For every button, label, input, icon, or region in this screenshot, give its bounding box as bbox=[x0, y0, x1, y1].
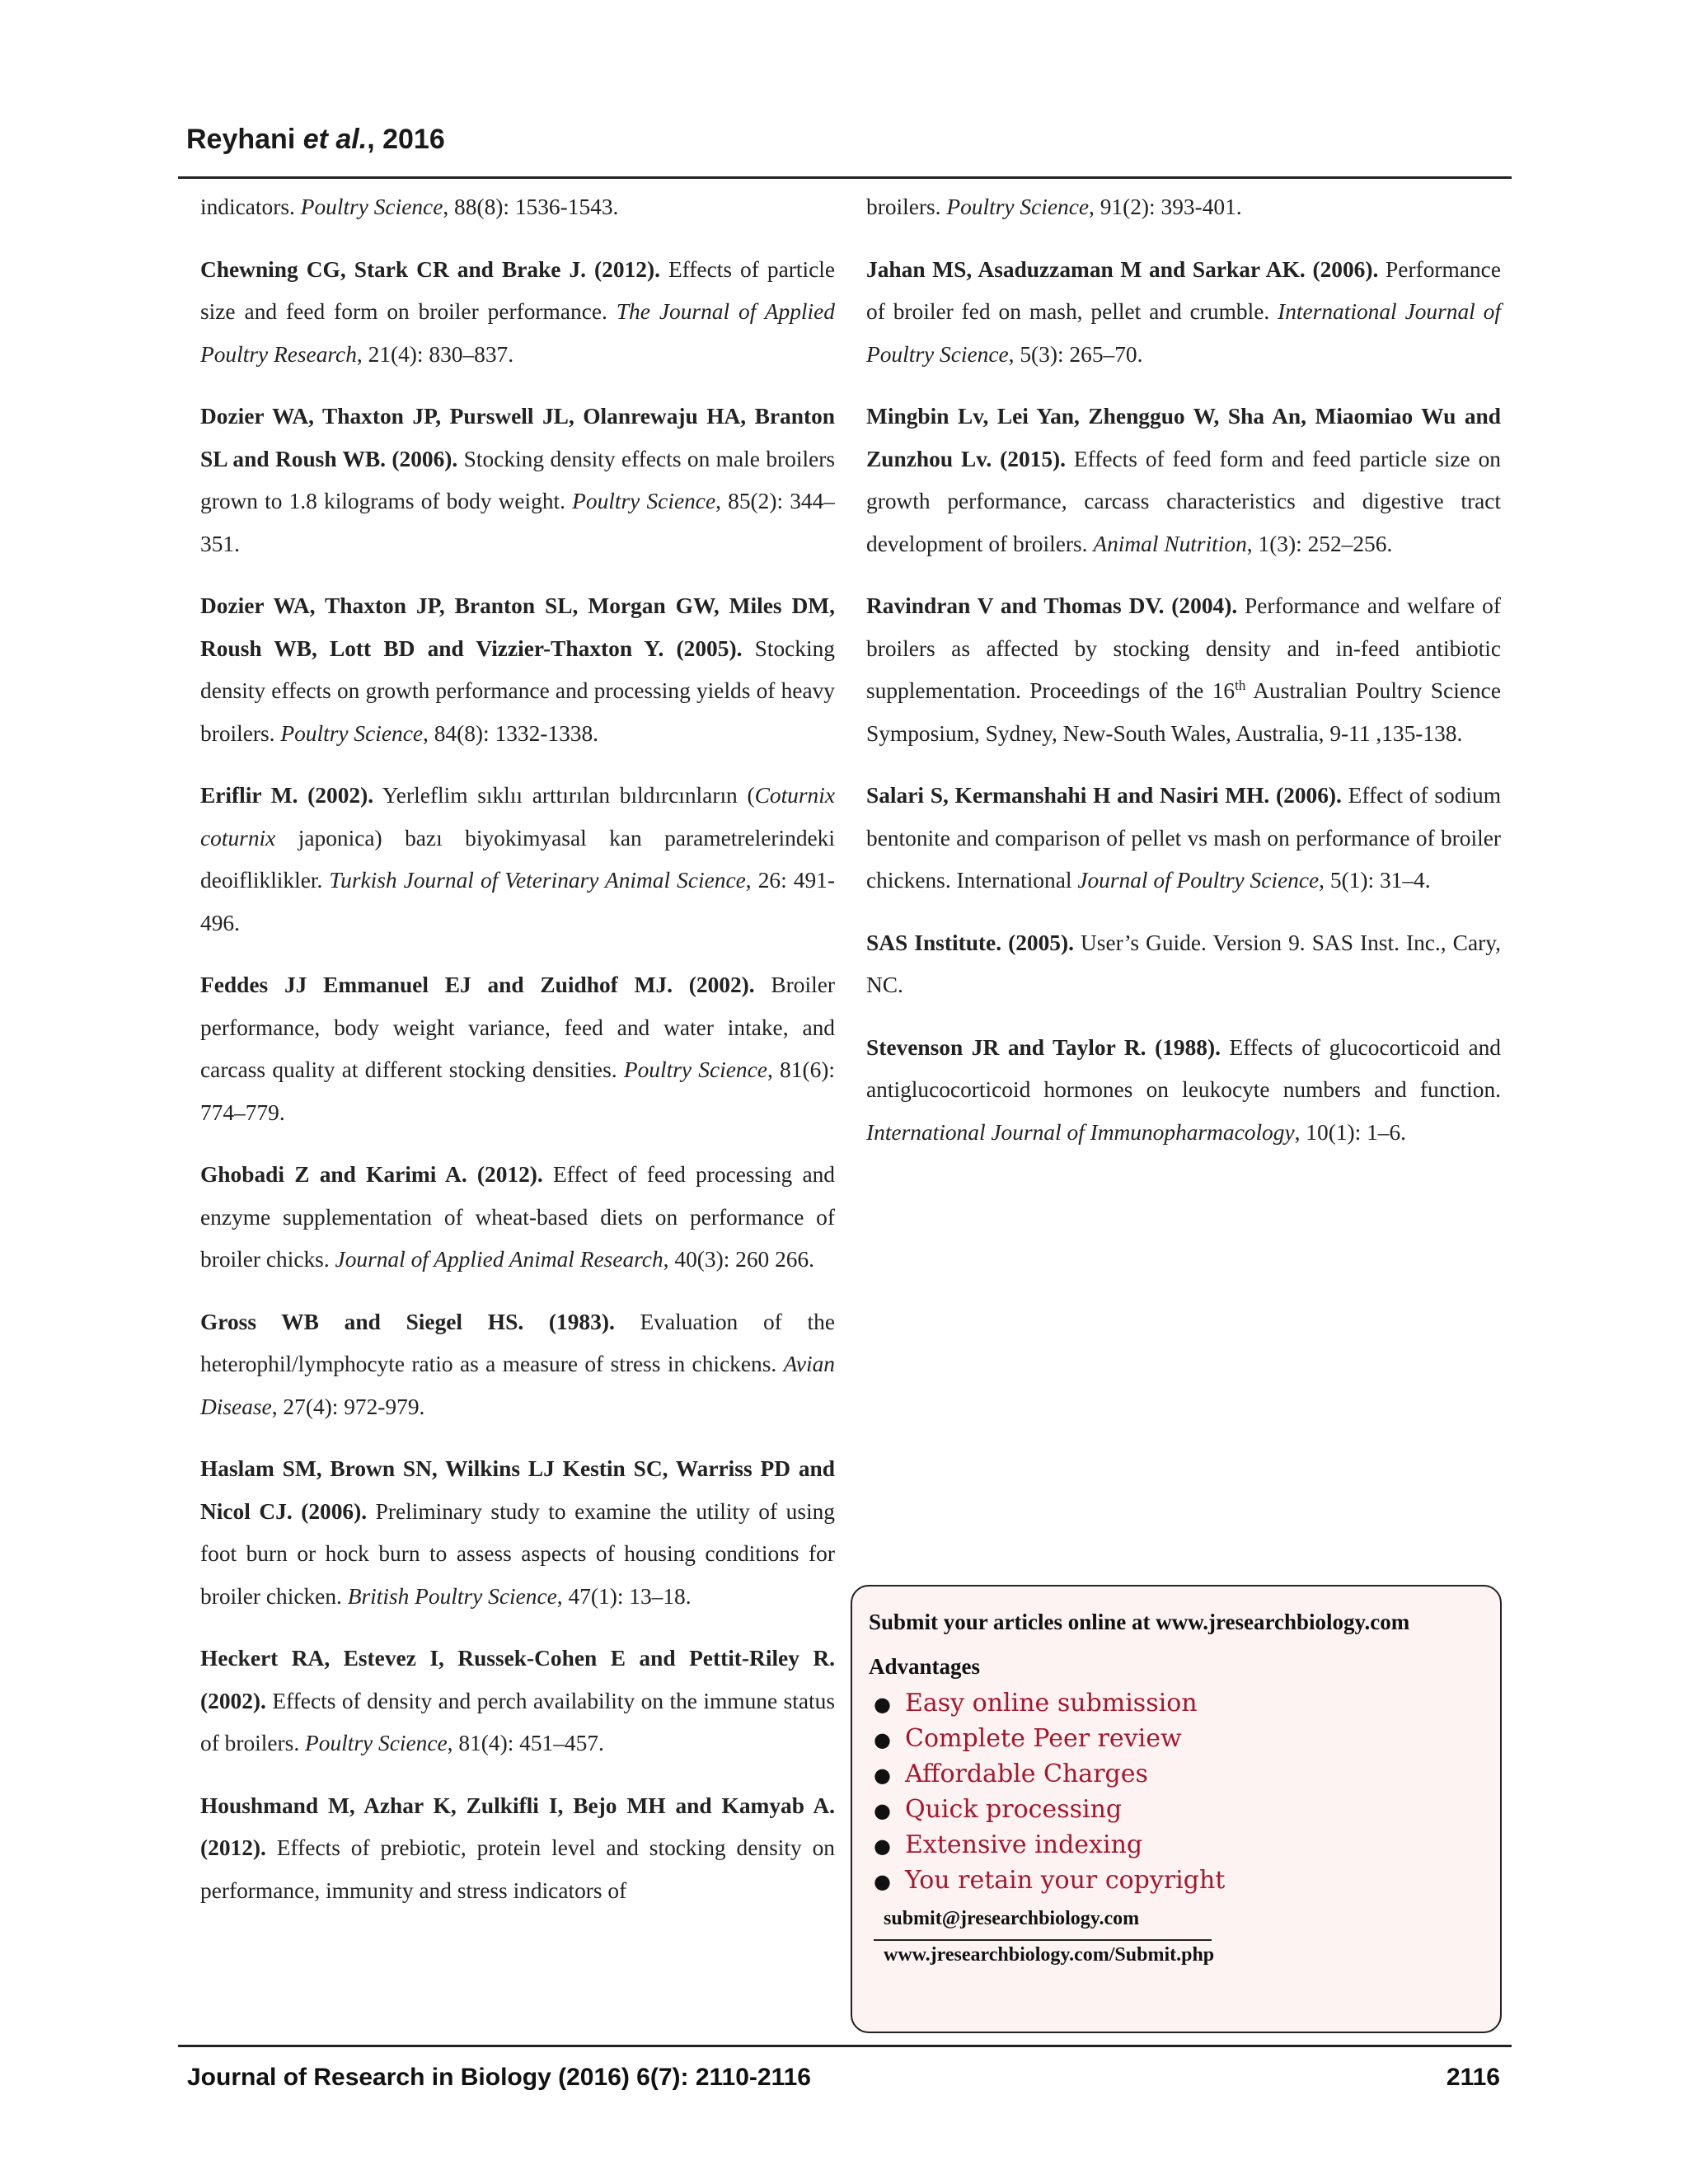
journal-citation: Journal of Research in Biology (2016) 6(7): 2110-2116 bbox=[187, 2064, 811, 2091]
ref-text: Stocking density effects on male broilers grown to 1.8 kilograms of body weight. bbox=[200, 446, 835, 513]
reference-entry bbox=[200, 1301, 835, 1429]
ref-authors: Heckert RA, Estevez I, Russek-Cohen E and Pettit-Riley R. (2002). bbox=[200, 1646, 835, 1713]
ref-authors: Houshmand M, Azhar K, Zulkifli I, Bejo MH and Kamyab A. (2012). bbox=[200, 1793, 835, 1860]
submission-advert-box bbox=[851, 1585, 1502, 2033]
ref-text: Effects of glucocorticoid and antiglucocorticoid hormones on leukocyte numbers and function. bbox=[866, 1034, 1501, 1102]
ref-source: Poultry Science bbox=[300, 194, 443, 219]
reference-entry bbox=[200, 775, 835, 944]
ref-source: The Journal of Applied Poultry Research bbox=[200, 299, 835, 367]
ref-authors: Ravindran V and Thomas DV. (2004). bbox=[866, 593, 1238, 618]
reference-entry bbox=[200, 1785, 835, 1913]
ref-source: Avian Disease bbox=[200, 1352, 835, 1419]
reference-entry bbox=[200, 1448, 835, 1618]
ref-details: , 1(3): 252–256. bbox=[1246, 531, 1393, 556]
ref-text: Broiler performance, body weight variance, feed and water intake, and carcass quality at different stocking densities. bbox=[200, 972, 836, 1082]
ref-details: , 26: 491-496. bbox=[200, 868, 835, 935]
bullet-icon: ● bbox=[874, 1835, 891, 1858]
ref-details: , 91(2): 393-401. bbox=[1089, 194, 1242, 219]
reference-entry bbox=[200, 396, 835, 565]
reference-entry bbox=[866, 396, 1501, 565]
ref-text: Stocking density effects on growth performance and processing yields of heavy broilers. bbox=[200, 635, 835, 746]
ref-authors: Stevenson JR and Taylor R. (1988). bbox=[866, 1034, 1221, 1060]
ref-text: Effect of feed processing and enzyme supplementation of wheat-based diets on performance of broiler chicks. bbox=[200, 1162, 835, 1272]
advantage-label: Affordable Charges bbox=[905, 1760, 1148, 1788]
link-divider bbox=[874, 1939, 1212, 1941]
bullet-icon: ● bbox=[874, 1728, 891, 1751]
ref-source: International Journal of Poultry Science bbox=[866, 299, 1501, 367]
ref-details: , 88(8): 1536-1543. bbox=[443, 194, 619, 219]
advantage-item bbox=[869, 1793, 1225, 1828]
reference-entry bbox=[866, 585, 1501, 755]
advantage-label: Quick processing bbox=[905, 1795, 1123, 1824]
ref-source: Poultry Science bbox=[280, 720, 424, 746]
reference-entry bbox=[200, 1154, 835, 1282]
advantage-label: Easy online submission bbox=[905, 1689, 1198, 1718]
ref-text: User’s Guide. Version 9. SAS Inst. Inc., Cary, NC. bbox=[866, 930, 1501, 997]
ref-details: , 21(4): 830–837. bbox=[356, 341, 514, 367]
ref-species: Coturnix coturnix bbox=[200, 783, 836, 851]
advantages-list bbox=[869, 1686, 1225, 1899]
advantage-item bbox=[869, 1863, 1225, 1899]
ref-authors: SAS Institute. (2005). bbox=[866, 930, 1074, 955]
ref-authors: Gross WB and Siegel HS. (1983). bbox=[200, 1309, 615, 1334]
footer-rule bbox=[178, 2045, 1512, 2047]
ref-text: Australian Poultry Science Symposium, Sydney, New-South Wales, Australia, 9-11 ,135-138. bbox=[866, 678, 1501, 746]
reference-entry bbox=[200, 186, 835, 229]
reference-entry bbox=[200, 585, 835, 755]
ref-text: Effect of sodium bentonite and comparison of pellet vs mash on performance of broiler chickens. International bbox=[866, 783, 1501, 893]
right-reference-column bbox=[866, 186, 1501, 1174]
ref-details: , 81(4): 451–457. bbox=[447, 1731, 604, 1755]
ref-text: japonica) bazı biyokimyasal kan parametrelerindeki deoifliklikler. bbox=[200, 825, 835, 893]
header-author: Reyhani bbox=[186, 124, 296, 155]
ref-source: Journal of Applied Animal Research bbox=[335, 1247, 663, 1272]
header-rule bbox=[178, 176, 1512, 179]
ref-details: , 85(2): 344–351. bbox=[200, 489, 836, 556]
ref-text: Effects of particle size and feed form on broiler performance. bbox=[200, 256, 835, 324]
left-reference-column bbox=[200, 186, 835, 1932]
advantage-label: You retain your copyright bbox=[905, 1866, 1226, 1895]
advantage-label: Complete Peer review bbox=[905, 1724, 1182, 1753]
ref-details: , 10(1): 1–6. bbox=[1294, 1119, 1407, 1145]
ref-details: , 81(6): 774–779. bbox=[200, 1057, 835, 1125]
submit-url-link[interactable]: www.jresearchbiology.com/Submit.php bbox=[884, 1944, 1215, 1966]
bullet-icon: ● bbox=[874, 1870, 891, 1893]
ref-source: Journal of Poultry Science bbox=[1077, 868, 1320, 893]
ref-authors: Haslam SM, Brown SN, Wilkins LJ Kestin SC, Warriss PD and Nicol CJ. (2006). bbox=[200, 1456, 835, 1524]
ref-details: , 5(3): 265–70. bbox=[1008, 341, 1143, 367]
ref-text: Evaluation of the heterophil/lymphocyte ratio as a measure of stress in chickens. bbox=[200, 1309, 835, 1376]
header-year: , 2016 bbox=[367, 124, 445, 155]
ref-text: Effects of feed form and feed particle size on growth performance, carcass characteristics and digestive tract development of broilers. bbox=[866, 446, 1501, 556]
reference-entry bbox=[866, 775, 1501, 902]
advantages-heading: Advantages bbox=[869, 1654, 981, 1679]
header-etal: et al. bbox=[302, 124, 368, 155]
advantage-label: Extensive indexing bbox=[905, 1830, 1143, 1859]
ref-source: Turkish Journal of Veterinary Animal Science bbox=[329, 868, 746, 893]
ref-authors: Salari S, Kermanshahi H and Nasiri MH. (2006). bbox=[866, 783, 1342, 808]
ref-text: Performance and welfare of broilers as affected by stocking density and in-feed antibiotic supplementation. Proceedings of the 16 bbox=[866, 593, 1501, 703]
ref-text: Preliminary study to examine the utility of using foot burn or hock burn to assess aspects of housing conditions for broiler chicken. bbox=[200, 1498, 835, 1609]
ref-text: Effects of density and perch availability on the immune status of broilers. bbox=[200, 1688, 835, 1755]
ref-source: Poultry Science bbox=[305, 1731, 448, 1755]
ref-details: , 47(1): 13–18. bbox=[556, 1583, 692, 1609]
ref-superscript: th bbox=[1235, 677, 1246, 693]
reference-entry bbox=[200, 1638, 835, 1765]
reference-entry bbox=[866, 186, 1501, 229]
ref-source: British Poultry Science bbox=[347, 1583, 557, 1609]
ref-authors: Ghobadi Z and Karimi A. (2012). bbox=[200, 1162, 543, 1187]
ref-text: Performance of broiler fed on mash, pellet and crumble. bbox=[866, 256, 1501, 324]
ref-text: indicators. bbox=[200, 194, 301, 219]
ref-text: Effects of prebiotic, protein level and stocking density on performance, immunity and stress indicators of bbox=[200, 1835, 835, 1903]
ref-authors: Mingbin Lv, Lei Yan, Zhengguo W, Sha An, Miaomiao Wu and Zunzhou Lv. (2015). bbox=[866, 404, 1501, 471]
ref-authors: Jahan MS, Asaduzzaman M and Sarkar AK. (2006). bbox=[866, 256, 1379, 282]
ref-source: Poultry Science bbox=[572, 489, 716, 513]
ref-authors: Dozier WA, Thaxton JP, Branton SL, Morgan GW, Miles DM, Roush WB, Lott BD and Vizzier-Thaxton Y. (2005). bbox=[200, 593, 835, 661]
bullet-icon: ● bbox=[874, 1693, 891, 1716]
ref-authors: Dozier WA, Thaxton JP, Purswell JL, Olanrewaju HA, Branton SL and Roush WB. (2006). bbox=[200, 404, 835, 471]
ref-text: broilers. bbox=[866, 194, 947, 219]
bullet-icon: ● bbox=[874, 1799, 891, 1822]
reference-entry bbox=[866, 922, 1501, 1007]
submit-email-link[interactable]: submit@jresearchbiology.com bbox=[884, 1908, 1140, 1929]
advantage-item bbox=[869, 1828, 1225, 1863]
page-number: 2116 bbox=[1446, 2064, 1500, 2091]
advantage-item bbox=[869, 1686, 1225, 1722]
ref-source: Poultry Science bbox=[946, 194, 1090, 219]
advert-title: Submit your articles online at www.jresearchbiology.com bbox=[869, 1610, 1410, 1634]
ref-text: Yerleflim sıklıı arttırılan bıldırcınların ( bbox=[373, 783, 755, 808]
reference-entry bbox=[866, 1027, 1501, 1155]
ref-source: Animal Nutrition bbox=[1093, 531, 1247, 556]
ref-details: , 5(1): 31–4. bbox=[1319, 868, 1431, 893]
ref-details: , 40(3): 260 266. bbox=[663, 1247, 815, 1272]
advantage-item bbox=[869, 1757, 1225, 1793]
ref-details: , 84(8): 1332-1338. bbox=[423, 720, 599, 746]
ref-source: International Journal of Immunopharmacology bbox=[866, 1119, 1295, 1145]
reference-entry bbox=[200, 964, 835, 1134]
running-header bbox=[186, 124, 445, 156]
ref-authors: Chewning CG, Stark CR and Brake J. (2012). bbox=[200, 256, 660, 282]
ref-authors: Eriflir M. (2002). bbox=[200, 783, 374, 808]
ref-details: , 27(4): 972-979. bbox=[271, 1394, 425, 1419]
ref-source: Poultry Science bbox=[623, 1057, 767, 1082]
reference-entry bbox=[200, 249, 835, 377]
ref-authors: Feddes JJ Emmanuel EJ and Zuidhof MJ. (2002). bbox=[200, 972, 755, 997]
reference-entry bbox=[866, 249, 1501, 377]
bullet-icon: ● bbox=[874, 1764, 891, 1787]
advantage-item bbox=[869, 1722, 1225, 1757]
